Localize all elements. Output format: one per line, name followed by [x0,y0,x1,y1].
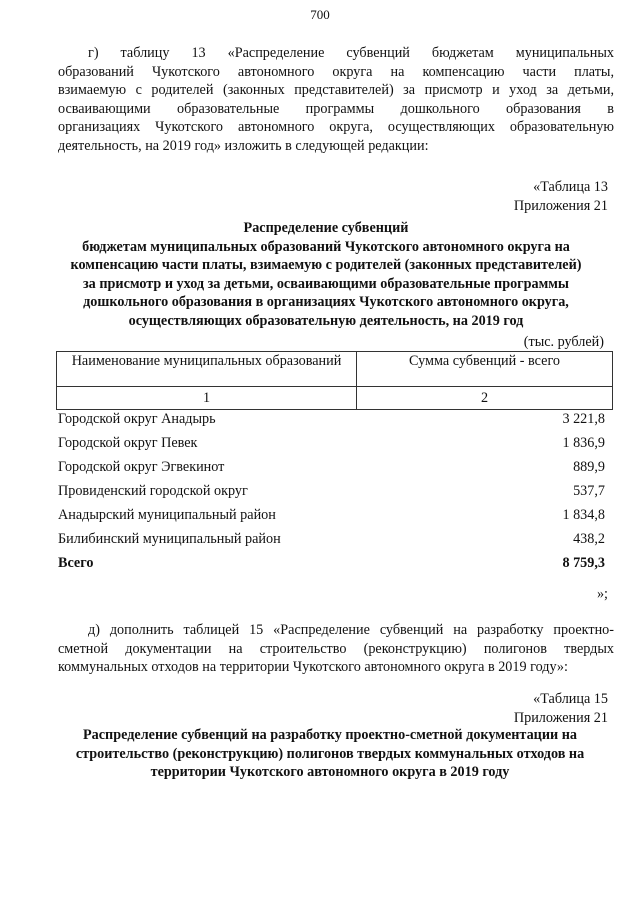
table13-body [58,410,605,578]
title-line: территории Чукотского автономного округа в 2019 году [150,764,510,781]
table-row [58,506,605,530]
table-row [58,434,605,458]
row-municipality: Билибинский муниципальный район [58,531,281,547]
title-line: компенсацию части платы, взимаемую с родителей (законных представителей) [70,257,582,274]
row-municipality: Провиденский городской округ [58,483,248,499]
paragraph-line: образований Чукотского автономного округа на компенсацию части платы, [58,63,614,80]
index-col-2: 2 [357,387,613,410]
table-row [58,530,605,554]
paragraph-line: коммунальных отходов на территории Чукотского автономного округа в 2019 году»: [58,659,568,676]
title-line: дошкольного образования в организациях Чукотского автономного округа, [83,294,569,311]
table-header-row [57,352,613,387]
table13-caption [514,178,608,215]
table-total-row [58,554,605,578]
paragraph-line: г) таблицу 13 «Распределение субвенций бюджетам муниципальных [88,45,614,61]
table-index-row [57,387,613,410]
paragraph-line: осваивающими образовательные программы дошкольного образования в [58,100,614,117]
index-col-1: 1 [57,387,357,410]
table15-caption-number: «Таблица 15 [533,691,608,707]
header-amount: Сумма субвенций - всего [357,352,613,387]
header-municipality: Наименование муниципальных образований [57,352,357,387]
title-line: Распределение субвенций [243,220,409,236]
closing-quote: »; [596,586,608,602]
total-label: Всего [58,555,94,571]
title-line: за присмотр и уход за детьми, осваивающими образовательные программы [82,275,570,292]
row-municipality: Городской округ Эгвекинот [58,459,225,475]
table15-caption-appendix: Приложения 21 [513,709,608,726]
table15-caption [514,690,608,727]
table-row [58,458,605,482]
amendment-paragraph-g [58,44,614,156]
paragraph-line: сметной документации на строительство (реконструкцию) полигонов твердых [58,640,614,657]
paragraph-line: взимаемую с родителей (законных представителей) за присмотр и уход за детьми, [58,82,614,99]
title-line: Распределение субвенций на разработку проектно-сметной документации на [82,727,578,743]
table15-title [44,726,616,782]
row-amount: 438,2 [573,531,605,547]
table13-header-grid [56,351,613,410]
table13-caption-appendix: Приложения 21 [513,197,608,214]
amendment-paragraph-d [58,621,614,677]
table-row [58,410,605,434]
table-row [58,482,605,506]
row-amount: 3 221,8 [562,411,605,427]
paragraph-line: организациях Чукотского автономного округа, осуществляющих образовательную [58,119,614,136]
row-amount: 1 836,9 [562,435,605,451]
page-number: 700 [310,7,330,22]
paragraph-line: деятельность, на 2019 год» изложить в следующей редакции: [58,137,429,154]
title-line: строительство (реконструкцию) полигонов твердых коммунальных отходов на [75,745,585,762]
title-line: бюджетам муниципальных образований Чукотского автономного округа на [82,238,570,255]
row-amount: 1 834,8 [562,507,605,523]
title-line: осуществляющих образовательную деятельность, на 2019 год [128,312,524,329]
row-municipality: Городской округ Певек [58,435,198,451]
row-municipality: Анадырский муниципальный район [58,507,276,523]
units-label: (тыс. рублей) [523,334,604,350]
row-amount: 889,9 [573,459,605,475]
total-amount: 8 759,3 [562,555,605,571]
paragraph-line: д) дополнить таблицей 15 «Распределение субвенций на разработку проектно- [88,622,614,638]
row-municipality: Городской округ Анадырь [58,411,216,427]
table13-caption-number: «Таблица 13 [533,179,608,195]
row-amount: 537,7 [573,483,605,499]
table13-title [40,219,612,331]
